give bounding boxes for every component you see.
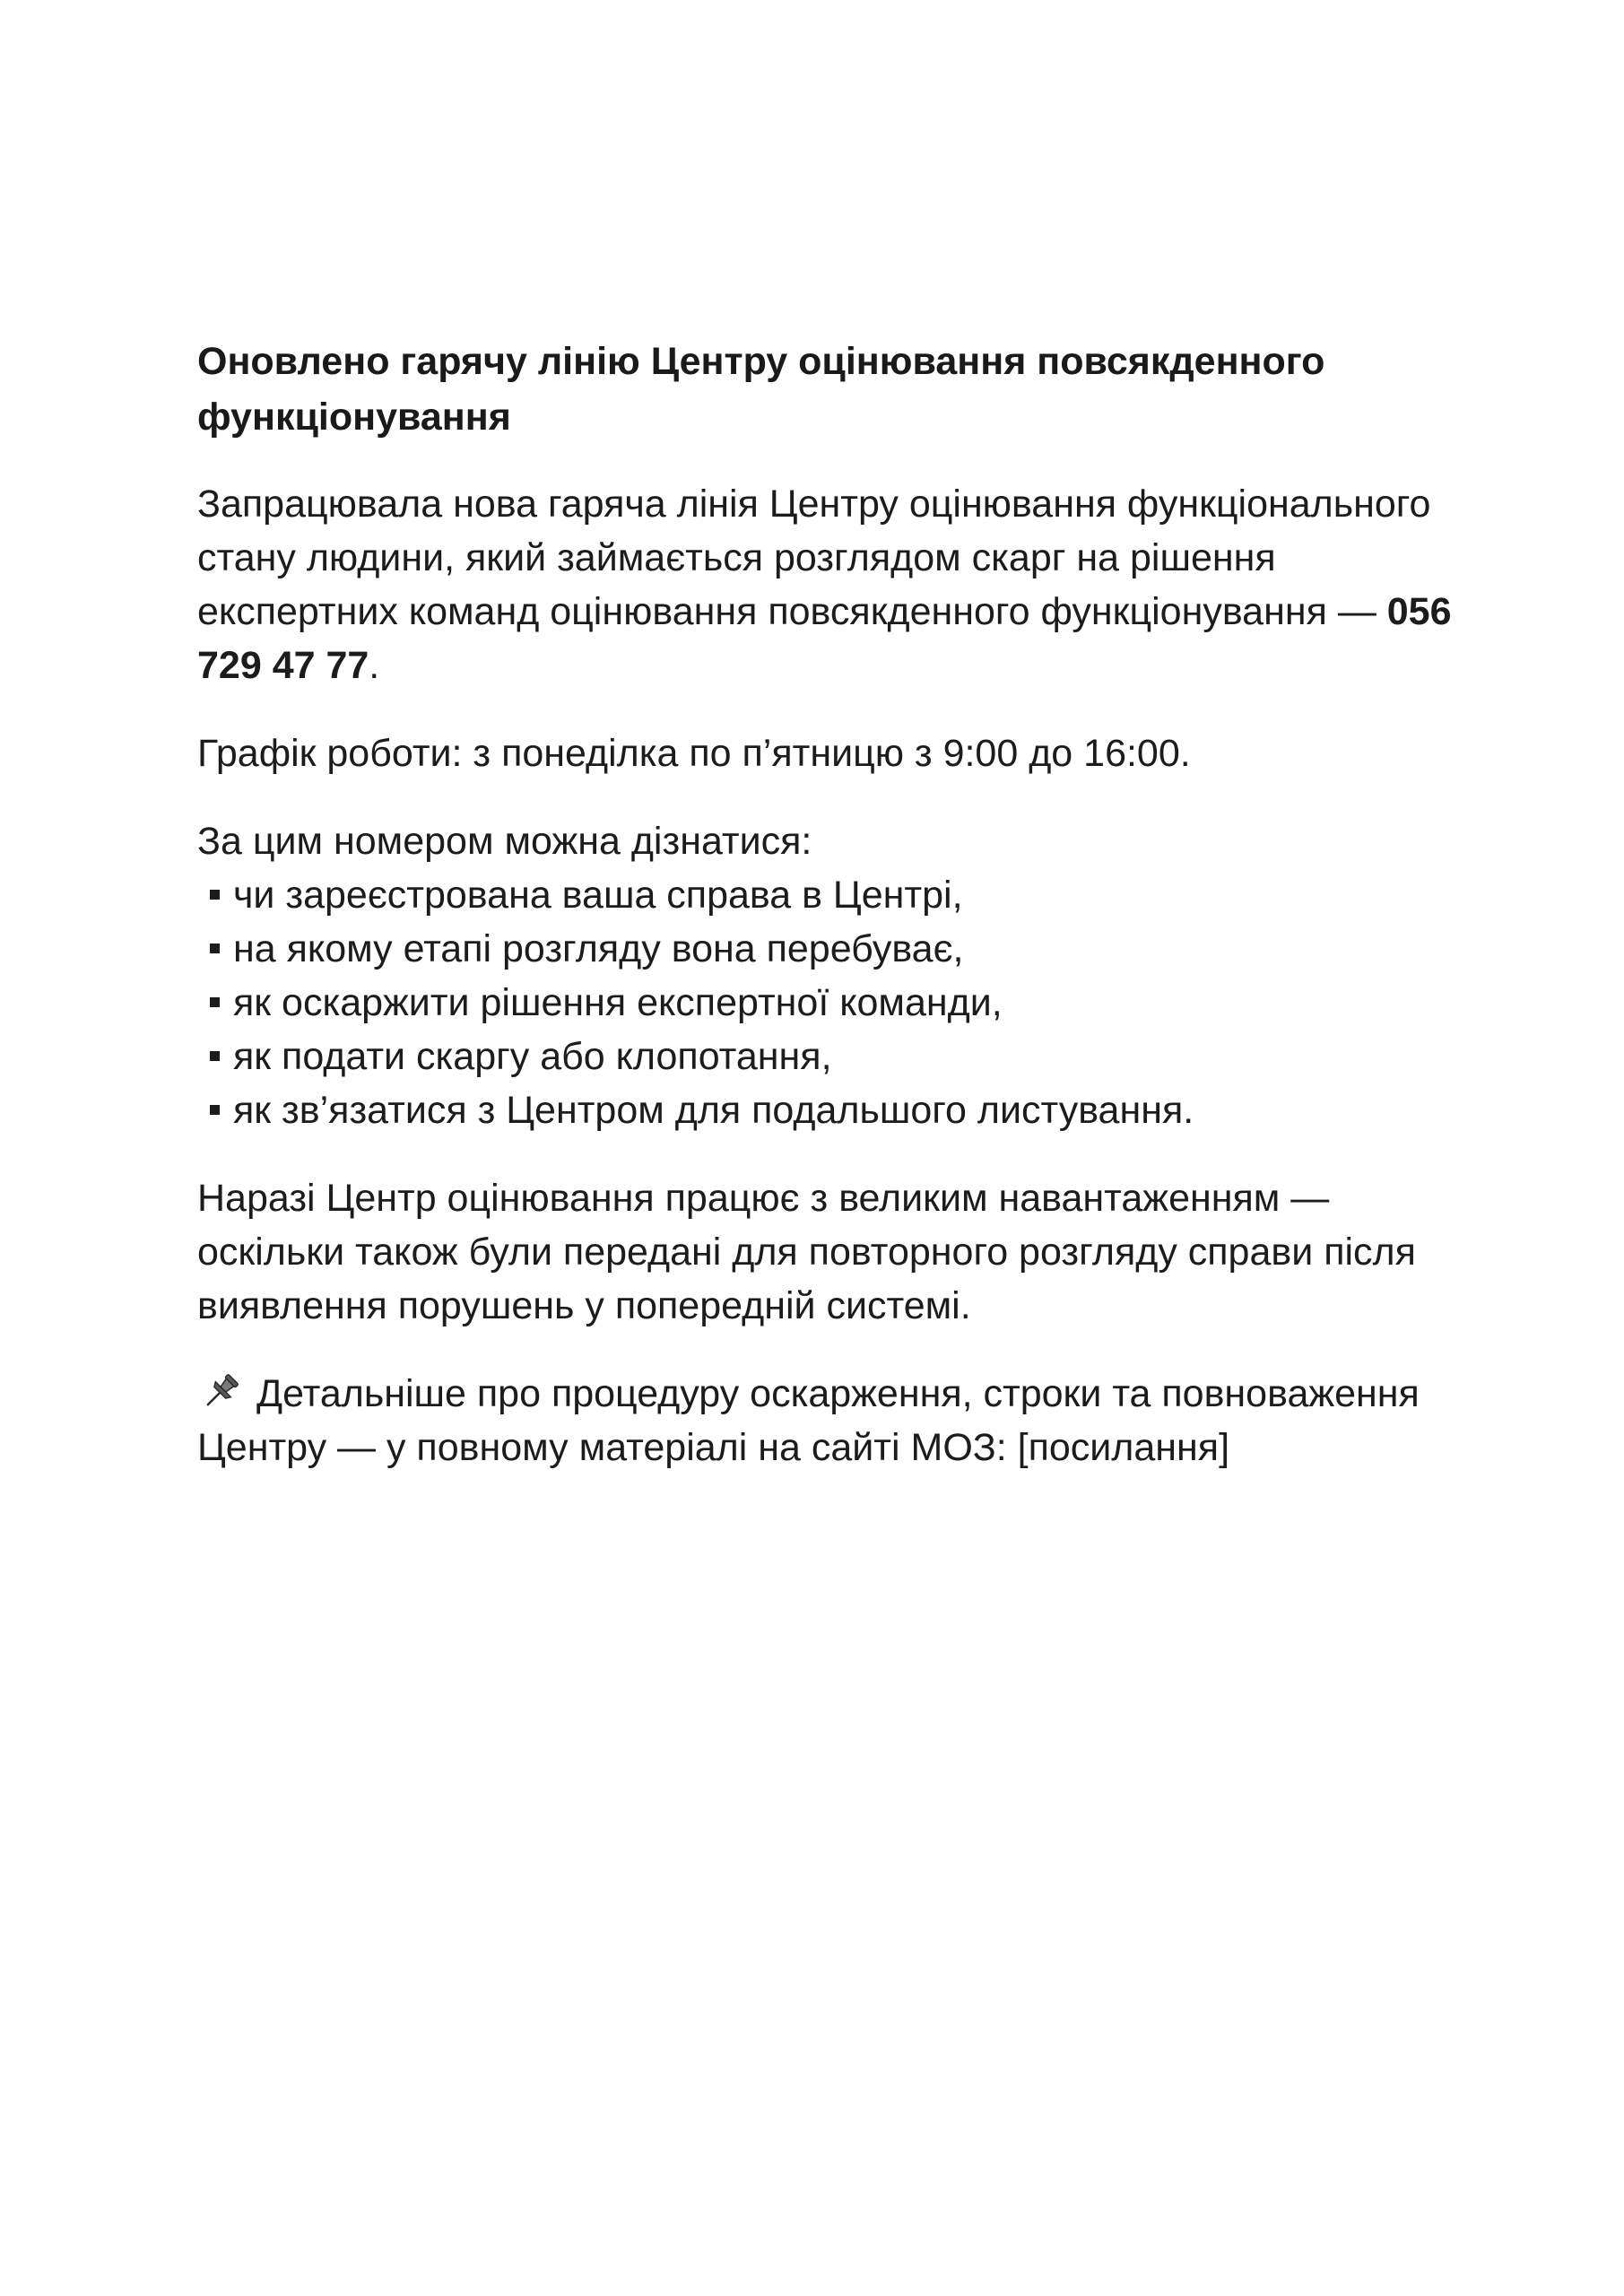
more-info-paragraph — [197, 1367, 1471, 1474]
list-item — [197, 976, 1471, 1030]
list-item-text: як оскаржити рішення експертної команди, — [233, 981, 1003, 1024]
more-info-text: Детальніше про процедуру оскарження, строки та повноваження Центру — у повному матеріалі на сайті МОЗ: [посилання] — [197, 1372, 1420, 1469]
list-intro: За цим номером можна дізнатися: — [197, 820, 812, 863]
bullet-icon — [210, 1051, 220, 1061]
workload-paragraph: Наразі Центр оцінювання працює з великим навантаженням — оскільки також були передані для повторного розгляду справи після виявлення порушень у попередній системі. — [197, 1177, 1416, 1327]
pushpin-icon — [197, 1370, 244, 1413]
hotline-phone: 056 729 47 77 — [197, 590, 1452, 687]
list-item-text: на якому етапі розгляду вона перебуває, — [233, 927, 964, 970]
article-title: Оновлено гарячу лінію Центру оцінювання повсякденного функціонування — [197, 340, 1325, 439]
bullet-icon — [210, 997, 220, 1007]
list-item-text: як подати скаргу або клопотання, — [233, 1035, 832, 1078]
list-item — [197, 922, 1471, 976]
article-content — [197, 334, 1471, 1509]
intro-end: . — [369, 644, 380, 687]
intro-paragraph — [197, 477, 1471, 692]
bullet-icon — [210, 890, 220, 900]
list-item-text: чи зареєстрована ваша справа в Центрі, — [233, 874, 963, 917]
list-item — [197, 1030, 1471, 1083]
info-list — [197, 868, 1471, 1137]
intro-text: Запрацювала нова гаряча лінія Центру оцінювання функціонального стану людини, який займається розглядом скарг на рішення експертних команд оцінювання повсякденного функціонування — — [197, 483, 1431, 633]
list-item-text: як зв’язатися з Центром для подальшого листування. — [233, 1089, 1194, 1132]
bullet-icon — [210, 944, 220, 953]
list-item — [197, 1083, 1471, 1137]
bullet-icon — [210, 1105, 220, 1115]
list-item — [197, 868, 1471, 922]
schedule-paragraph: Графік роботи: з понеділка по п’ятницю з 9:00 до 16:00. — [197, 732, 1191, 775]
